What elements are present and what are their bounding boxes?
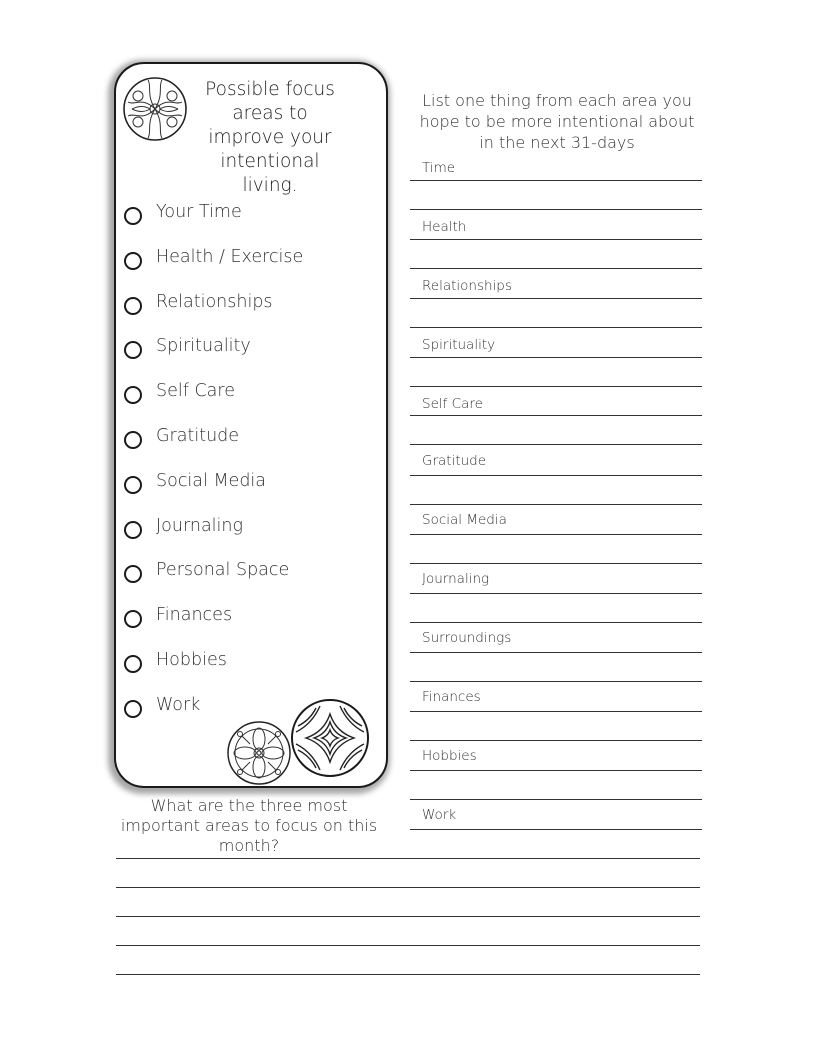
writing-line[interactable] [410,444,702,445]
checkbox-circle[interactable] [124,252,142,270]
focus-item-health[interactable] [124,247,374,273]
area-hobbies [410,748,702,808]
mandala-top-icon [122,76,188,142]
writing-line[interactable] [410,799,702,800]
writing-line[interactable] [410,209,702,210]
writing-line[interactable] [410,563,702,564]
mandala-diamond-icon [290,698,370,778]
focus-card-title: Possible focus areas to improve your intentional living. [205,79,335,196]
focus-item-relationships[interactable] [124,292,374,318]
focus-item-label: Gratitude [156,426,240,446]
writing-line[interactable] [410,327,702,328]
focus-areas-card [114,62,388,788]
focus-item-personal-space[interactable] [124,560,374,586]
area-label: Hobbies [422,748,477,764]
writing-line[interactable] [410,622,702,623]
answer-line[interactable] [116,916,700,917]
checkbox-circle[interactable] [124,297,142,315]
answer-line[interactable] [116,945,700,946]
focus-item-label: Self Care [156,381,235,401]
focus-item-label: Your Time [156,202,242,222]
focus-item-label: Personal Space [156,560,290,580]
area-label: Health [422,219,467,235]
area-label: Spirituality [422,337,496,353]
writing-line[interactable] [410,534,702,535]
focus-item-hobbies[interactable] [124,650,374,676]
answer-line[interactable] [116,887,700,888]
checkbox-circle[interactable] [124,476,142,494]
checkbox-circle[interactable] [124,565,142,583]
focus-item-label: Hobbies [156,650,227,670]
three-areas-question: What are the three most important areas to focus on this month? [120,796,378,855]
focus-item-finances[interactable] [124,605,374,631]
focus-item-label: Social Media [156,471,267,491]
focus-item-label: Relationships [156,292,273,312]
area-time [410,160,702,220]
focus-item-social-media[interactable] [124,471,374,497]
area-label: Self Care [422,396,483,412]
focus-item-gratitude[interactable] [124,426,374,452]
intentions-heading: List one thing from each area you hope to be more intentional about in the next 31-days [419,91,695,152]
area-label: Surroundings [422,630,512,646]
writing-line[interactable] [410,504,702,505]
area-label: Journaling [422,571,490,587]
area-spirituality [410,337,702,397]
area-health [410,219,702,279]
writing-line[interactable] [410,386,702,387]
writing-line[interactable] [410,593,702,594]
area-finances [410,689,702,749]
checkbox-circle[interactable] [124,431,142,449]
checkbox-circle[interactable] [124,207,142,225]
answer-line[interactable] [116,858,700,859]
checkbox-circle[interactable] [124,655,142,673]
area-label: Finances [422,689,481,705]
area-label: Gratitude [422,453,487,469]
writing-line[interactable] [410,681,702,682]
writing-line[interactable] [410,268,702,269]
checkbox-circle[interactable] [124,700,142,718]
focus-item-spirituality[interactable] [124,336,374,362]
writing-line[interactable] [410,415,702,416]
writing-line[interactable] [410,711,702,712]
writing-line[interactable] [410,298,702,299]
mandala-flower-icon [226,720,292,786]
focus-item-label: Finances [156,605,233,625]
writing-line[interactable] [410,180,702,181]
area-label: Time [422,160,456,176]
writing-line[interactable] [410,239,702,240]
focus-item-self-care[interactable] [124,381,374,407]
writing-line[interactable] [410,475,702,476]
area-social-media [410,512,702,572]
checkbox-circle[interactable] [124,341,142,359]
writing-line[interactable] [410,357,702,358]
writing-line[interactable] [410,652,702,653]
writing-line[interactable] [410,770,702,771]
checkbox-circle[interactable] [124,610,142,628]
area-surroundings [410,630,702,690]
checkbox-circle[interactable] [124,386,142,404]
writing-line[interactable] [410,740,702,741]
focus-item-your-time[interactable] [124,202,374,228]
focus-item-label: Health / Exercise [156,247,304,267]
area-label: Work [422,807,457,823]
area-journaling [410,571,702,631]
writing-line[interactable] [410,829,702,830]
area-gratitude [410,453,702,513]
answer-line[interactable] [116,974,700,975]
area-relationships [410,278,702,338]
checkbox-circle[interactable] [124,521,142,539]
area-self-care [410,396,702,456]
area-label: Relationships [422,278,512,294]
focus-item-label: Spirituality [156,336,251,356]
area-label: Social Media [422,512,507,528]
focus-item-journaling[interactable] [124,516,374,542]
focus-item-label: Work [156,695,201,715]
focus-item-label: Journaling [156,516,243,536]
